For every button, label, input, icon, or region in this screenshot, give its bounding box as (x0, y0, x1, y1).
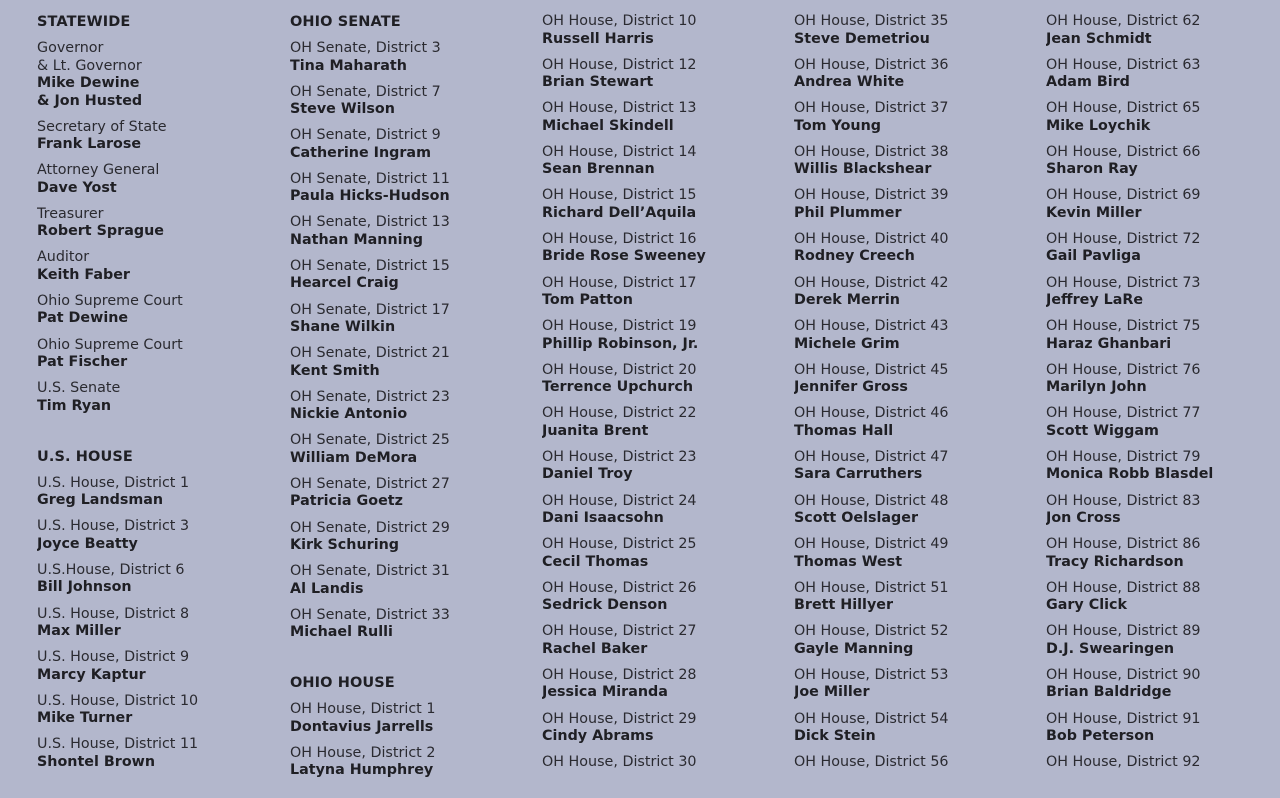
office-label: OH House, District 38 (794, 143, 949, 160)
office-label: Attorney General (37, 162, 160, 179)
race-entry (794, 493, 1039, 537)
race-entry (290, 258, 535, 302)
office-label: OH Senate, District 7 (290, 83, 441, 100)
section-heading: OHIO SENATE (290, 14, 401, 30)
office-label: OH House, District 88 (1046, 579, 1201, 596)
race-entry (37, 249, 282, 293)
race-entry (794, 667, 1039, 711)
office-label: OH Senate, District 11 (290, 170, 450, 187)
office-label: OH House, District 75 (1046, 318, 1201, 335)
office-label: OH House, District 35 (794, 13, 949, 29)
office-label: OH House, District 30 (542, 754, 697, 771)
candidate-name: Jon Cross (1046, 510, 1121, 527)
candidate-name: Dave Yost (37, 179, 117, 196)
section (794, 13, 1039, 798)
office-label: OH House, District 28 (542, 666, 697, 683)
race-entry (1046, 711, 1280, 755)
candidate-name: Kent Smith (290, 362, 380, 379)
candidate-name: Gary Click (1046, 597, 1128, 614)
office-label: OH House, District 20 (542, 361, 697, 378)
office-label: OH House, District 24 (542, 492, 697, 509)
office-label: OH House, District 1 (290, 701, 436, 718)
candidate-name: Mike Loychik (1046, 117, 1151, 134)
race-entry (794, 57, 1039, 101)
race-entry (542, 623, 787, 667)
column-4 (794, 13, 1039, 798)
race-entry (1046, 318, 1280, 362)
race-entry (794, 623, 1039, 667)
section (290, 674, 535, 788)
candidate-name: Tom Young (794, 117, 882, 134)
column-3 (542, 13, 787, 798)
race-entry (794, 580, 1039, 624)
office-label: OH House, District 72 (1046, 230, 1201, 247)
candidate-name: Nickie Antonio (290, 406, 408, 423)
candidate-name: Kevin Miller (1046, 204, 1142, 221)
race-entry (542, 100, 787, 144)
candidate-name: Patricia Goetz (290, 493, 403, 510)
race-entry (542, 187, 787, 231)
race-entry (1046, 275, 1280, 319)
office-label: OH House, District 26 (542, 579, 697, 596)
office-label: U.S. House, District 10 (37, 692, 199, 709)
candidate-name: Scott Oelslager (794, 510, 919, 527)
section (542, 13, 787, 798)
race-entry (1046, 536, 1280, 580)
office-label: OH House, District 54 (794, 710, 949, 727)
candidate-name: Michael Rulli (290, 624, 393, 641)
office-label: Ohio Supreme Court (37, 292, 183, 309)
candidate-name: D.J. Swearingen (1046, 640, 1175, 657)
race-entry (290, 127, 535, 171)
section (290, 13, 535, 650)
office-label: OH House, District 22 (542, 405, 697, 422)
race-entry (290, 745, 535, 789)
candidate-name: Brian Stewart (542, 74, 654, 91)
office-label: OH House, District 89 (1046, 623, 1201, 640)
office-label: OH House, District 42 (794, 274, 949, 291)
race-entry (37, 736, 282, 780)
race-entry (1046, 754, 1280, 798)
candidate-name: Tom Patton (542, 292, 633, 309)
race-entry (37, 40, 282, 119)
candidate-name: Phil Plummer (794, 204, 902, 221)
candidate-name: Richard Dell’Aquila (542, 204, 697, 221)
race-entry (1046, 231, 1280, 275)
candidate-name: Robert Sprague (37, 223, 164, 240)
office-label: OH House, District 77 (1046, 405, 1201, 422)
race-entry (794, 362, 1039, 406)
office-label: OH House, District 13 (542, 100, 697, 117)
candidate-name: Brian Baldridge (1046, 684, 1172, 701)
candidate-name: Joyce Beatty (37, 535, 138, 552)
office-label: OH House, District 76 (1046, 361, 1201, 378)
race-entry (290, 214, 535, 258)
candidate-name: Jean Schmidt (1046, 30, 1152, 47)
race-entry (37, 337, 282, 381)
candidate-name: Bob Peterson (1046, 728, 1155, 744)
office-label: Auditor (37, 249, 90, 266)
race-entry (37, 475, 282, 519)
office-label: Ohio Supreme Court (37, 336, 183, 353)
office-label: OH House, District 65 (1046, 100, 1201, 117)
office-label: OH Senate, District 15 (290, 257, 450, 274)
race-entry (1046, 187, 1280, 231)
candidate-name: Michele Grim (794, 335, 900, 352)
office-label: OH Senate, District 23 (290, 388, 450, 405)
candidate-name: Daniel Troy (542, 466, 633, 483)
office-label: OH House, District 45 (794, 361, 949, 378)
candidate-name: William DeMora (290, 449, 418, 466)
race-entry (1046, 405, 1280, 449)
office-label: OH House, District 83 (1046, 492, 1201, 509)
race-entry (290, 701, 535, 745)
race-entry (1046, 493, 1280, 537)
race-entry (542, 275, 787, 319)
office-label: OH House, District 56 (794, 754, 949, 771)
race-entry (1046, 580, 1280, 624)
column-2 (290, 13, 535, 789)
race-entry (290, 302, 535, 346)
candidate-name: Latyna Humphrey (290, 762, 434, 779)
race-entry (1046, 449, 1280, 493)
office-label: OH House, District 69 (1046, 187, 1201, 204)
race-entry (794, 711, 1039, 755)
candidate-name: Mike Turner (37, 710, 133, 727)
office-label: Governor (37, 40, 104, 56)
race-entry (542, 13, 787, 57)
race-entry (542, 144, 787, 188)
race-entry (794, 536, 1039, 580)
race-entry (290, 40, 535, 84)
race-entry (542, 362, 787, 406)
race-entry (794, 754, 1039, 798)
office-label: U.S. House, District 11 (37, 736, 199, 753)
candidate-name: Brett Hillyer (794, 597, 894, 614)
office-label: Secretary of State (37, 118, 167, 135)
candidate-name: Jennifer Gross (794, 379, 908, 396)
race-entry (1046, 144, 1280, 188)
candidate-name: Bill Johnson (37, 579, 132, 596)
candidate-name: Sean Brennan (542, 161, 655, 178)
office-label: OH House, District 10 (542, 13, 697, 29)
candidate-name: Kirk Schuring (290, 537, 400, 554)
candidate-name: Marcy Kaptur (37, 666, 146, 683)
candidate-name: Joe Miller (794, 684, 870, 701)
candidate-name: Sara Carruthers (794, 466, 923, 483)
office-label: OH House, District 14 (542, 143, 697, 160)
race-entry (1046, 57, 1280, 101)
column-5 (1046, 13, 1280, 798)
office-label: OH House, District 29 (542, 710, 697, 727)
candidate-name: Juanita Brent (542, 422, 649, 439)
candidate-name: Russell Harris (542, 30, 654, 47)
race-entry (290, 563, 535, 607)
office-label: OH House, District 92 (1046, 754, 1201, 771)
office-label: U.S. House, District 8 (37, 605, 190, 622)
office-label: OH Senate, District 27 (290, 475, 450, 492)
candidate-name: Greg Landsman (37, 492, 164, 509)
candidate-name: Tina Maharath (290, 57, 407, 74)
section (37, 13, 282, 424)
race-entry (794, 231, 1039, 275)
office-label: U.S. House, District 1 (37, 474, 190, 491)
office-label: OH House, District 47 (794, 448, 949, 465)
race-entry (1046, 667, 1280, 711)
office-label: OH House, District 62 (1046, 13, 1201, 29)
office-label: OH House, District 46 (794, 405, 949, 422)
race-entry (37, 562, 282, 606)
office-label: OH House, District 79 (1046, 448, 1201, 465)
office-label: OH House, District 53 (794, 666, 949, 683)
office-label: OH House, District 90 (1046, 666, 1201, 683)
section (1046, 13, 1280, 798)
race-entry (290, 476, 535, 520)
candidate-name: Pat Dewine (37, 310, 129, 327)
candidate-name: Max Miller (37, 623, 121, 640)
race-entry (794, 144, 1039, 188)
office-label: OH House, District 36 (794, 56, 949, 73)
office-label: OH Senate, District 33 (290, 606, 450, 623)
office-label: U.S. House, District 9 (37, 649, 190, 666)
office-label: OH House, District 16 (542, 230, 697, 247)
race-entry (37, 162, 282, 206)
office-label: U.S. Senate (37, 380, 121, 397)
office-label: OH House, District 49 (794, 536, 949, 553)
candidate-name: Phillip Robinson, Jr. (542, 335, 699, 352)
candidate-name: Catherine Ingram (290, 144, 431, 161)
candidate-name: Monica Robb Blasdel (1046, 466, 1214, 483)
race-entry (794, 100, 1039, 144)
office-label: OH House, District 19 (542, 318, 697, 335)
race-entry (37, 206, 282, 250)
race-entry (542, 405, 787, 449)
race-entry (542, 318, 787, 362)
office-label: U.S. House, District 3 (37, 518, 190, 535)
race-entry (290, 432, 535, 476)
race-entry (542, 711, 787, 755)
office-label: Treasurer (37, 205, 104, 222)
column-1 (37, 13, 282, 780)
candidate-name: Adam Bird (1046, 74, 1130, 91)
race-entry (1046, 362, 1280, 406)
office-label: OH House, District 15 (542, 187, 697, 204)
office-label: OH House, District 86 (1046, 536, 1201, 553)
race-entry (290, 607, 535, 651)
race-entry (37, 606, 282, 650)
race-entry (794, 449, 1039, 493)
office-label: U.S.House, District 6 (37, 561, 185, 578)
candidate-name: Jessica Miranda (542, 684, 668, 701)
candidate-name: Frank Larose (37, 136, 142, 153)
candidate-name: Sharon Ray (1046, 161, 1138, 178)
candidate-name: Steve Demetriou (794, 30, 930, 47)
candidate-name: Shane Wilkin (290, 319, 396, 336)
candidate-name: Haraz Ghanbari (1046, 335, 1172, 352)
race-entry (794, 13, 1039, 57)
office-label: OH House, District 40 (794, 230, 949, 247)
race-entry (37, 649, 282, 693)
candidate-name: Dani Isaacsohn (542, 510, 664, 527)
candidate-name: Rodney Creech (794, 248, 915, 265)
office-label: OH Senate, District 31 (290, 563, 450, 580)
candidate-name: Al Landis (290, 580, 364, 597)
race-entry (1046, 100, 1280, 144)
office-label: OH House, District 39 (794, 187, 949, 204)
candidate-name: Shontel Brown (37, 753, 156, 770)
candidate-name: Tracy Richardson (1046, 553, 1184, 570)
race-entry (542, 754, 787, 798)
office-label: OH House, District 23 (542, 448, 697, 465)
office-label: OH House, District 51 (794, 579, 949, 596)
race-entry (542, 536, 787, 580)
race-entry (37, 293, 282, 337)
candidate-name: Jeffrey LaRe (1046, 292, 1144, 309)
office-label: OH House, District 43 (794, 318, 949, 335)
office-label: OH House, District 27 (542, 623, 697, 640)
candidate-name: Michael Skindell (542, 117, 674, 134)
candidate-name: Terrence Upchurch (542, 379, 694, 396)
office-label: OH House, District 37 (794, 100, 949, 117)
office-label: OH Senate, District 17 (290, 301, 450, 318)
candidate-name: Cindy Abrams (542, 728, 654, 744)
office-label: OH House, District 17 (542, 274, 697, 291)
race-entry (290, 345, 535, 389)
race-entry (794, 318, 1039, 362)
candidate-name: Rachel Baker (542, 640, 648, 657)
candidate-name-continued: & Jon Husted (37, 92, 143, 109)
race-entry (290, 84, 535, 128)
race-entry (1046, 623, 1280, 667)
race-entry (37, 380, 282, 424)
race-entry (794, 187, 1039, 231)
section (37, 448, 282, 780)
candidate-name: Nathan Manning (290, 231, 423, 248)
candidate-name: Willis Blackshear (794, 161, 932, 178)
race-entry (542, 580, 787, 624)
candidate-name: Hearcel Craig (290, 275, 399, 292)
office-label: OH Senate, District 3 (290, 40, 441, 56)
candidate-name: Gail Pavliga (1046, 248, 1141, 265)
race-entry (542, 231, 787, 275)
race-entry (290, 389, 535, 433)
candidate-name: Steve Wilson (290, 101, 395, 118)
office-label: OH Senate, District 29 (290, 519, 450, 536)
candidate-name: Andrea White (794, 74, 905, 91)
section-heading: STATEWIDE (37, 14, 131, 30)
candidate-name: Pat Fischer (37, 354, 128, 371)
office-label: OH House, District 63 (1046, 56, 1201, 73)
candidate-name: Dick Stein (794, 728, 876, 744)
office-label: OH House, District 25 (542, 536, 697, 553)
office-label: OH House, District 73 (1046, 274, 1201, 291)
candidate-name: Tim Ryan (37, 397, 112, 414)
race-entry (794, 405, 1039, 449)
race-entry (290, 520, 535, 564)
candidate-name: Marilyn John (1046, 379, 1147, 396)
candidate-name: Paula Hicks-Hudson (290, 188, 450, 205)
office-label: OH House, District 66 (1046, 143, 1201, 160)
office-label: OH House, District 2 (290, 744, 436, 761)
candidate-name: Mike Dewine (37, 75, 140, 91)
race-entry (37, 518, 282, 562)
office-label: OH Senate, District 25 (290, 432, 450, 449)
candidate-name: Cecil Thomas (542, 553, 649, 570)
office-label-continued: & Lt. Governor (37, 57, 142, 74)
candidate-name: Gayle Manning (794, 640, 914, 657)
office-label: OH Senate, District 21 (290, 345, 450, 362)
race-entry (37, 693, 282, 737)
office-label: OH House, District 48 (794, 492, 949, 509)
candidate-name: Sedrick Denson (542, 597, 668, 614)
race-entry (542, 667, 787, 711)
candidate-name: Scott Wiggam (1046, 422, 1159, 439)
office-label: OH House, District 12 (542, 56, 697, 73)
race-entry (542, 449, 787, 493)
office-label: OH Senate, District 9 (290, 127, 441, 144)
candidate-name: Thomas Hall (794, 422, 894, 439)
section-heading: OHIO HOUSE (290, 675, 395, 692)
race-entry (542, 57, 787, 101)
office-label: OH House, District 52 (794, 623, 949, 640)
candidate-name: Thomas West (794, 553, 903, 570)
race-entry (794, 275, 1039, 319)
candidate-name: Derek Merrin (794, 292, 900, 309)
race-entry (542, 493, 787, 537)
office-label: OH Senate, District 13 (290, 214, 450, 231)
candidate-name: Keith Faber (37, 266, 130, 283)
race-entry (37, 119, 282, 163)
section-heading: U.S. HOUSE (37, 448, 133, 465)
office-label: OH House, District 91 (1046, 710, 1201, 727)
race-entry (290, 171, 535, 215)
candidate-name: Bride Rose Sweeney (542, 248, 706, 265)
candidate-name: Dontavius Jarrells (290, 718, 434, 735)
race-entry (1046, 13, 1280, 57)
